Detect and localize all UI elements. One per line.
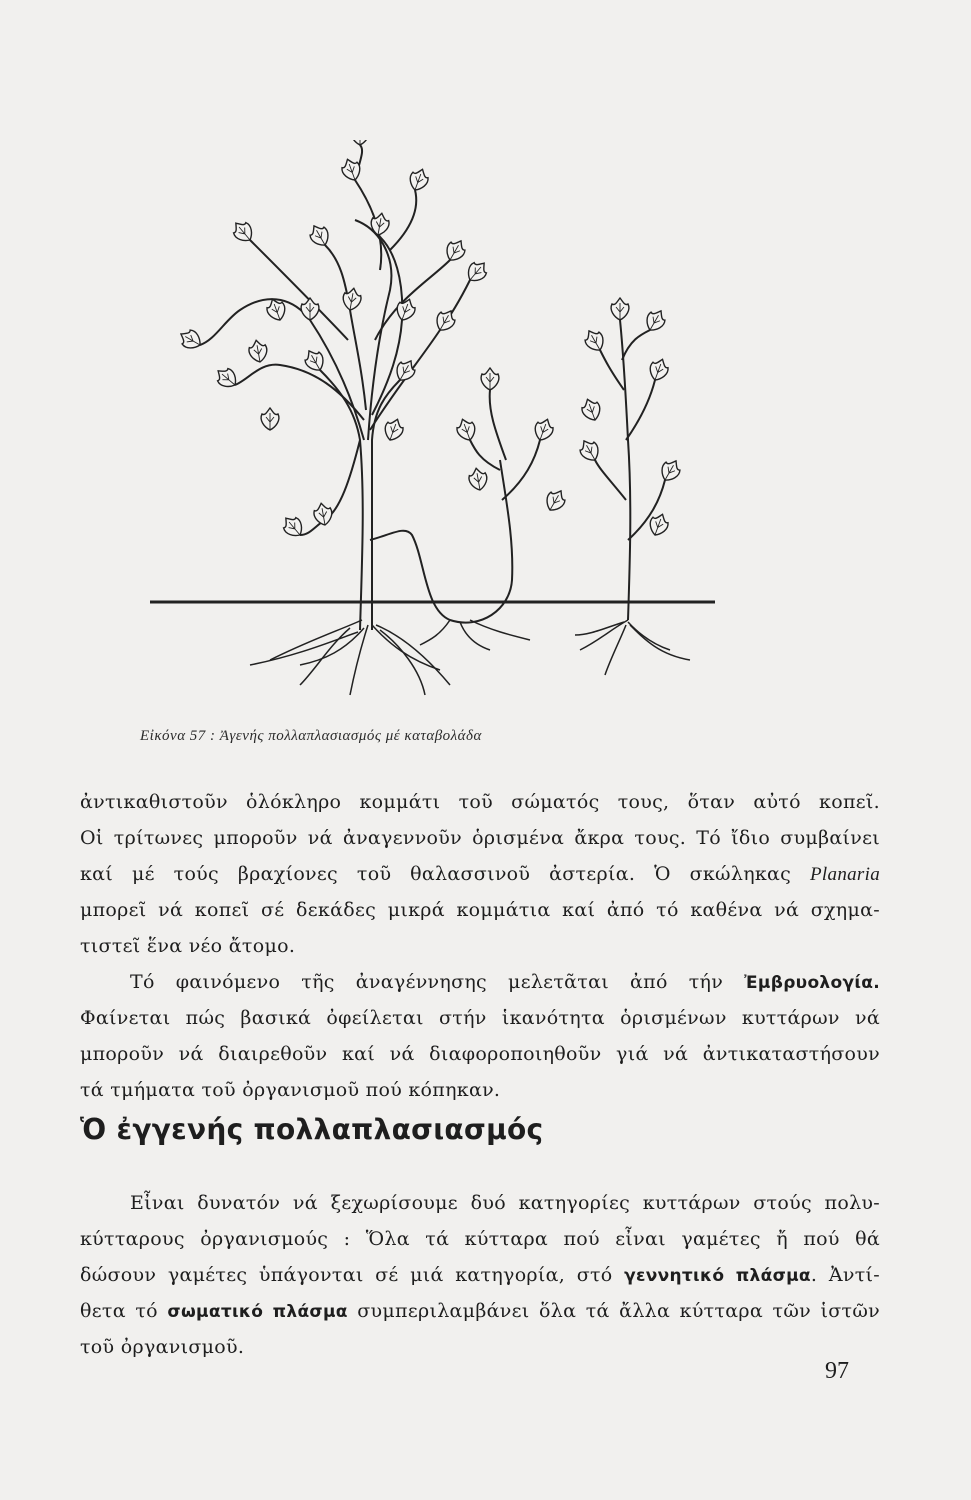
plants-drawing (150, 140, 870, 720)
bold-term: γεννητικό πλάσμα (624, 1266, 811, 1286)
italic-term: Planaria (810, 864, 880, 885)
paragraph-germ-plasm (80, 1185, 880, 1365)
text-line: τιστεῖ ἕνα νέο ἄτομο. (80, 935, 296, 957)
section-heading: Ὁ ἐγγενής πολλαπλασιασμός (80, 1113, 544, 1146)
parent-plant (200, 145, 470, 630)
layering-illustration (150, 140, 870, 720)
paragraph-embryology (80, 964, 880, 1108)
paragraph-regeneration (80, 784, 880, 964)
text-line: μποροῦν νά διαιρεθοῦν καί νά διαφοροποιηθοῦν γιά νά ἀντικαταστήσουν (80, 1043, 880, 1065)
text-line: τά τμήματα τοῦ ὀργανισμοῦ πού κόπηκαν. (80, 1079, 501, 1101)
text-line: Εἶναι δυνατόν νά ξεχωρίσουμε δυό κατηγορίες κυττάρων στούς πολυ- (130, 1192, 880, 1214)
text-line: δώσουν γαμέτες ὑπάγονται σέ μιά κατηγορία, στό γεννητικό πλάσμα. Ἀντί- (80, 1264, 880, 1286)
text-line: Τό φαινόμενο τῆς ἀναγέννησης μελετᾶται ἀπό τήν Ἐμβρυολογία. (130, 971, 880, 993)
bold-term: σωματικό πλάσμα (167, 1302, 348, 1322)
figure-caption: Εἰκόνα 57 : Ἀγενής πολλαπλασιασμός μέ καταβολάδα (140, 728, 482, 744)
layering-stem (370, 460, 512, 623)
text-line: Φαίνεται πώς βασικά ὀφείλεται στήν ἱκανότητα ὁρισμένων κυττάρων νά (80, 1007, 880, 1029)
text-line: κύτταρους ὀργανισμούς : Ὅλα τά κύτταρα πού εἶναι γαμέτες ἤ πού θά (80, 1228, 880, 1250)
text-line: μπορεῖ νά κοπεῖ σέ δεκάδες μικρά κομμάτια καί ἀπό τό καθένα νά σχημα- (80, 899, 880, 921)
page-number: 97 (825, 1358, 849, 1384)
text-line: θετα τό σωματικό πλάσμα συμπεριλαμβάνει ὅλα τά ἄλλα κύτταρα τῶν ἱστῶν (80, 1300, 880, 1322)
bold-term: Ἐμβρυολογία. (744, 973, 880, 993)
text-line: Οἱ τρίτωνες μποροῦν νά ἀναγεννοῦν ὁρισμένα ἄκρα τους. Τό ἴδιο συμβαίνει (80, 827, 880, 849)
roots (250, 620, 690, 695)
text-line: τοῦ ὀργανισμοῦ. (80, 1336, 245, 1358)
text-line: ἀντικαθιστοῦν ὁλόκληρο κομμάτι τοῦ σώματός τους, ὅταν αὐτό κοπεῖ. (80, 791, 880, 813)
text-line: καί μέ τούς βραχίονες τοῦ θαλασσινοῦ ἀστερία. Ὁ σκώληκας Planaria (80, 863, 880, 885)
